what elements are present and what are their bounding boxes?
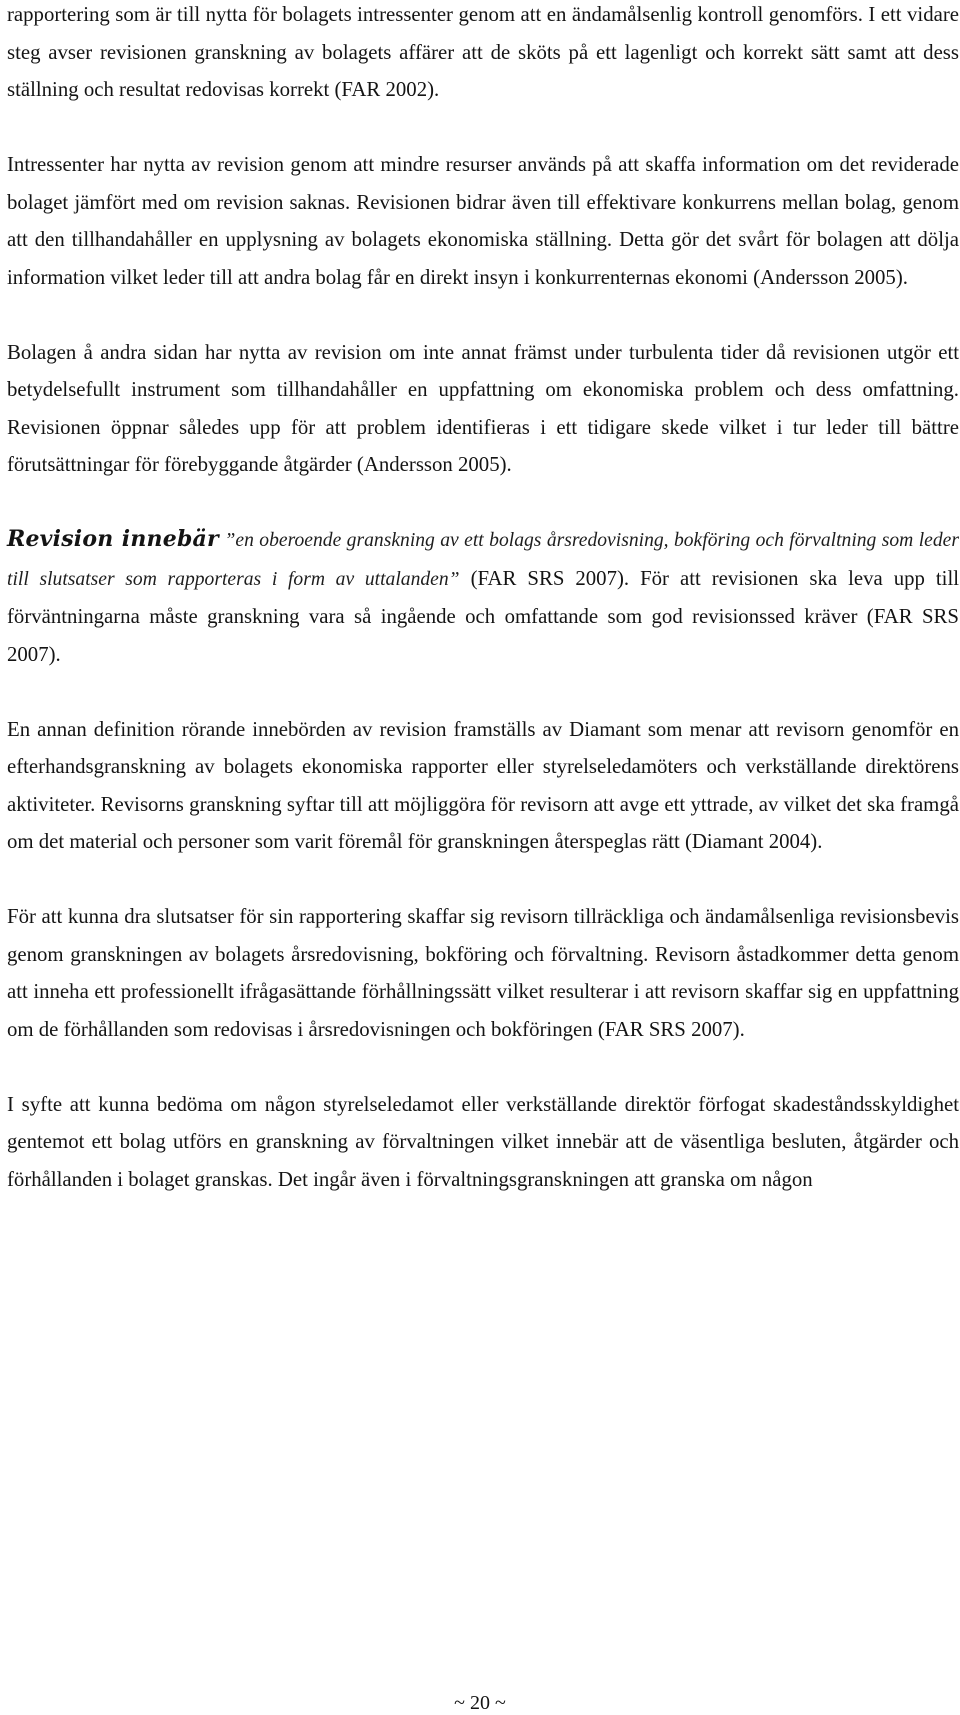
paragraph-company-benefit: Bolagen å andra sidan har nytta av revision om inte annat främst under turbulenta tider då revisionen utgör ett betydelsefullt instrument som tillhandahåller en uppfattning om ekonomiska problem och dess omfattning. Revisionen öppnar således upp för att problem identifieras i ett tidigare skede vilket i tur leder till bättre förutsättningar för förebyggande åtgärder (Andersson 2005).	[7, 340, 959, 476]
definition-term: Revision innebär	[7, 526, 219, 552]
paragraph-spacer	[7, 109, 959, 147]
page-number: ~ 20 ~	[454, 1692, 506, 1714]
paragraph-spacer	[7, 673, 959, 711]
paragraph-revision-purpose: rapportering som är till nytta för bolagets intressenter genom att en ändamålsenlig kontroll genomförs. I ett vidare steg avser revisionen granskning av bolagets affärer att de sköts på ett lagenligt och korrekt sätt samt att dess ställning och resultat redovisas korrekt (FAR 2002).	[7, 3, 959, 101]
paragraph-spacer	[7, 1048, 959, 1086]
paragraph-management-review: I syfte att kunna bedöma om någon styrelseledamot eller verkställande direktör förfogat skadeståndsskyldighet gentemot ett bolag utförs en granskning av förvaltningen vilket innebär att de väsentliga besluten, åtgärder och förhållanden i bolaget granskas. Det ingår även i förvaltningsgranskningen att granska om någon	[7, 1092, 959, 1191]
paragraph-spacer	[7, 861, 959, 899]
paragraph-spacer	[7, 484, 959, 522]
definition-quote: ”en oberoende granskning av ett bolags årsredovisning, bokföring och förvaltning som leder till slutsatser som rapporteras i form av uttalanden”	[7, 530, 960, 590]
paragraph-diamant-definition: En annan definition rörande innebörden av revision framställs av Diamant som menar att revisorn genomför en efterhandsgranskning av bolagets ekonomiska rapporter eller styrelseledamöters och verkställande direktörens aktiviteter. Revisorns granskning syftar till att möjliggöra för revisorn att avge ett yttrade, av vilket det ska framgå om det material och personer som varit föremål för granskningen återspeglas rätt (Diamant 2004).	[7, 717, 959, 853]
paragraph-spacer	[7, 296, 959, 334]
definition-rest: (FAR SRS 2007). För att revisionen ska leva upp till förväntningarna måste granskning vara så ingående och omfattande som god revisionssed kräver (FAR SRS 2007).	[7, 566, 960, 666]
paragraph-audit-evidence: För att kunna dra slutsatser för sin rapportering skaffar sig revisorn tillräckliga och ändamålsenliga revisionsbevis genom granskningen av bolagets årsredovisning, bokföring och förvaltning. Revisorn åstadkommer detta genom att inneha ett professionellt ifrågasättande förhållningssätt vilket resulterar i att revisorn skaffar sig en uppfattning om de förhållanden som redovisas i årsredovisningen och bokföringen (FAR SRS 2007).	[7, 905, 959, 1041]
paragraph-stakeholder-benefit: Intressenter har nytta av revision genom att mindre resurser används på att skaffa information om det reviderade bolaget jämfört med om revision saknas. Revisionen bidrar även till effektivare konkurrens mellan bolag, genom att den tillhandahåller en upplysning av bolagets ekonomiska ställning. Detta gör det svårt för bolagen att dölja information vilket leder till att andra bolag får en direkt insyn i konkurrenternas ekonomi (Andersson 2005).	[7, 153, 959, 289]
document-page	[7, 0, 959, 1198]
paragraph-revision-definition	[7, 521, 959, 673]
